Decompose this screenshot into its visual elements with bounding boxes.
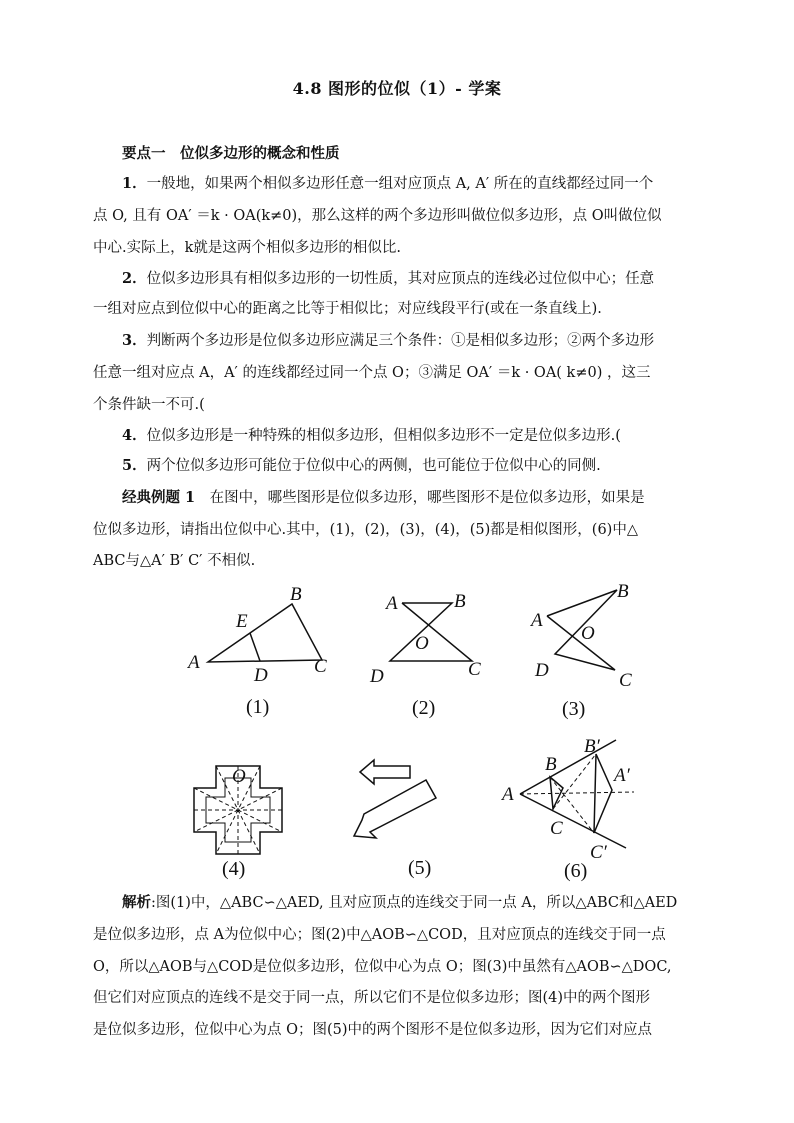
label-a: A — [531, 610, 543, 631]
example-text-1: 在图中，哪些图形是位似多边形，哪些图形不是位似多边形，如果是 — [209, 490, 645, 506]
point-3-line-2: 任意一组对应点 A，A′ 的连线都经过同一个点 O；③满足 OA′ ＝k · OA( k≠0) ，这三 — [93, 365, 651, 381]
analysis-label: 解析 — [122, 894, 151, 911]
caption-2: (2) — [412, 697, 436, 719]
dashed-line — [553, 754, 596, 809]
point-4-text-1: 位似多边形是一种特殊的相似多边形，但相似多边形不一定是位似多边形.( — [146, 428, 621, 444]
figure-1 — [180, 578, 340, 728]
label-b: B — [454, 591, 466, 612]
label-c: C — [619, 670, 632, 691]
point-3-line-3: 个条件缺一不可.( — [93, 397, 205, 413]
point-5-line-1 — [122, 456, 714, 476]
label-a: A — [188, 652, 200, 673]
point-2-line-1 — [122, 269, 714, 289]
triangle-abc — [208, 604, 322, 662]
figure-5 — [348, 758, 448, 886]
label-c-prime: C′ — [590, 842, 607, 863]
label-a-prime: A′ — [614, 765, 630, 786]
analysis-line-1 — [122, 893, 714, 913]
analysis-line-5: 是位似多边形，位似中心为点 O；图(5)中的两个图形不是位似多边形，因为它们对应点 — [93, 1022, 653, 1038]
small-arrow — [360, 760, 410, 784]
ray-aa-prime — [520, 792, 634, 794]
analysis-line-2: 是位似多边形，点 A为位似中心；图(2)中△AOB∽△COD，且对应顶点的连线交于同一点 — [93, 927, 666, 943]
point-4-line-1 — [122, 426, 714, 446]
point-2-text-1: 位似多边形具有相似多边形的一切性质，其对应顶点的连线必过位似中心；任意 — [146, 271, 655, 287]
caption-4: (4) — [222, 858, 246, 880]
point-5-number: 5． — [122, 457, 147, 474]
caption-5: (5) — [408, 857, 432, 879]
label-c: C — [314, 656, 327, 677]
triangle-a-prime-b-prime-c-prime — [594, 754, 612, 833]
point-1-number: 1． — [122, 175, 147, 192]
label-d: D — [535, 660, 549, 681]
analysis-text-1: :图(1)中，△ABC∽△AED, 且对应顶点的连线交于同一点 A，所以△ABC和△AED — [151, 895, 678, 911]
label-a: A — [386, 593, 398, 614]
figure-6 — [498, 730, 643, 890]
label-o: O — [415, 633, 429, 654]
caption-6: (6) — [564, 860, 588, 882]
large-arrow — [354, 780, 436, 838]
point-1-line-3: 中心.实际上，k就是这两个相似多边形的相似比. — [93, 240, 402, 256]
point-5-text-1: 两个位似多边形可能位于位似中心的两侧，也可能位于位似中心的同侧. — [146, 458, 601, 474]
point-4-number: 4． — [122, 427, 147, 444]
caption-1: (1) — [246, 696, 270, 718]
label-e: E — [236, 611, 248, 632]
ray-ac — [520, 794, 626, 848]
page-title: 4.8 图形的位似（1）- 学案 — [292, 79, 502, 98]
example-line-3: ABC与△A′ B′ C′ 不相似. — [93, 553, 256, 569]
figure-2 — [368, 585, 498, 730]
figure-4 — [188, 760, 298, 885]
example-line-2: 位似多边形，请指出位似中心.其中，(1)，(2)，(3)，(4)，(5)都是相似图形，(6)中△ — [93, 522, 638, 538]
label-c: C — [550, 818, 563, 839]
point-3-number: 3． — [122, 332, 147, 349]
label-c: C — [468, 659, 481, 680]
label-a: A — [502, 784, 514, 805]
point-3-text-1: 判断两个多边形是位似多边形应满足三个条件：①是相似多边形；②两个多边形 — [146, 333, 655, 349]
example-line-1 — [122, 488, 714, 508]
label-o: O — [581, 623, 595, 644]
section-heading: 要点一 位似多边形的概念和性质 — [122, 145, 340, 162]
label-b-prime: B′ — [584, 736, 600, 757]
point-2-number: 2． — [122, 270, 147, 287]
example-label: 经典例题 1 — [122, 489, 196, 506]
analysis-line-4: 但它们对应顶点的连线不是交于同一点，所以它们不是位似多边形；图(4)中的两个图形 — [93, 990, 651, 1006]
label-o: O — [232, 766, 246, 787]
point-2-line-2: 一组对应点到位似中心的距离之比等于相似比；对应线段平行(或在一条直线上). — [93, 301, 602, 317]
label-b: B — [290, 584, 302, 605]
point-1-line-1 — [122, 174, 714, 194]
label-b: B — [545, 754, 557, 775]
segment-de — [250, 633, 260, 661]
point-1-line-2: 点 O, 且有 OA′ ＝k · OA(k≠0)，那么这样的两个多边形叫做位似多边形，点 O叫做位似 — [93, 208, 662, 224]
point-1-text-1: 一般地，如果两个相似多边形任意一组对应顶点 A, A′ 所在的直线都经过同一个 — [146, 176, 654, 192]
figure-3 — [525, 578, 655, 728]
caption-3: (3) — [562, 698, 586, 720]
label-d: D — [254, 665, 268, 686]
point-3-line-1 — [122, 331, 714, 351]
label-d: D — [370, 666, 384, 687]
label-b: B — [617, 581, 629, 602]
analysis-line-3: O，所以△AOB与△COD是位似多边形，位似中心为点 O；图(3)中虽然有△AOB∽△DOC, — [93, 959, 672, 975]
